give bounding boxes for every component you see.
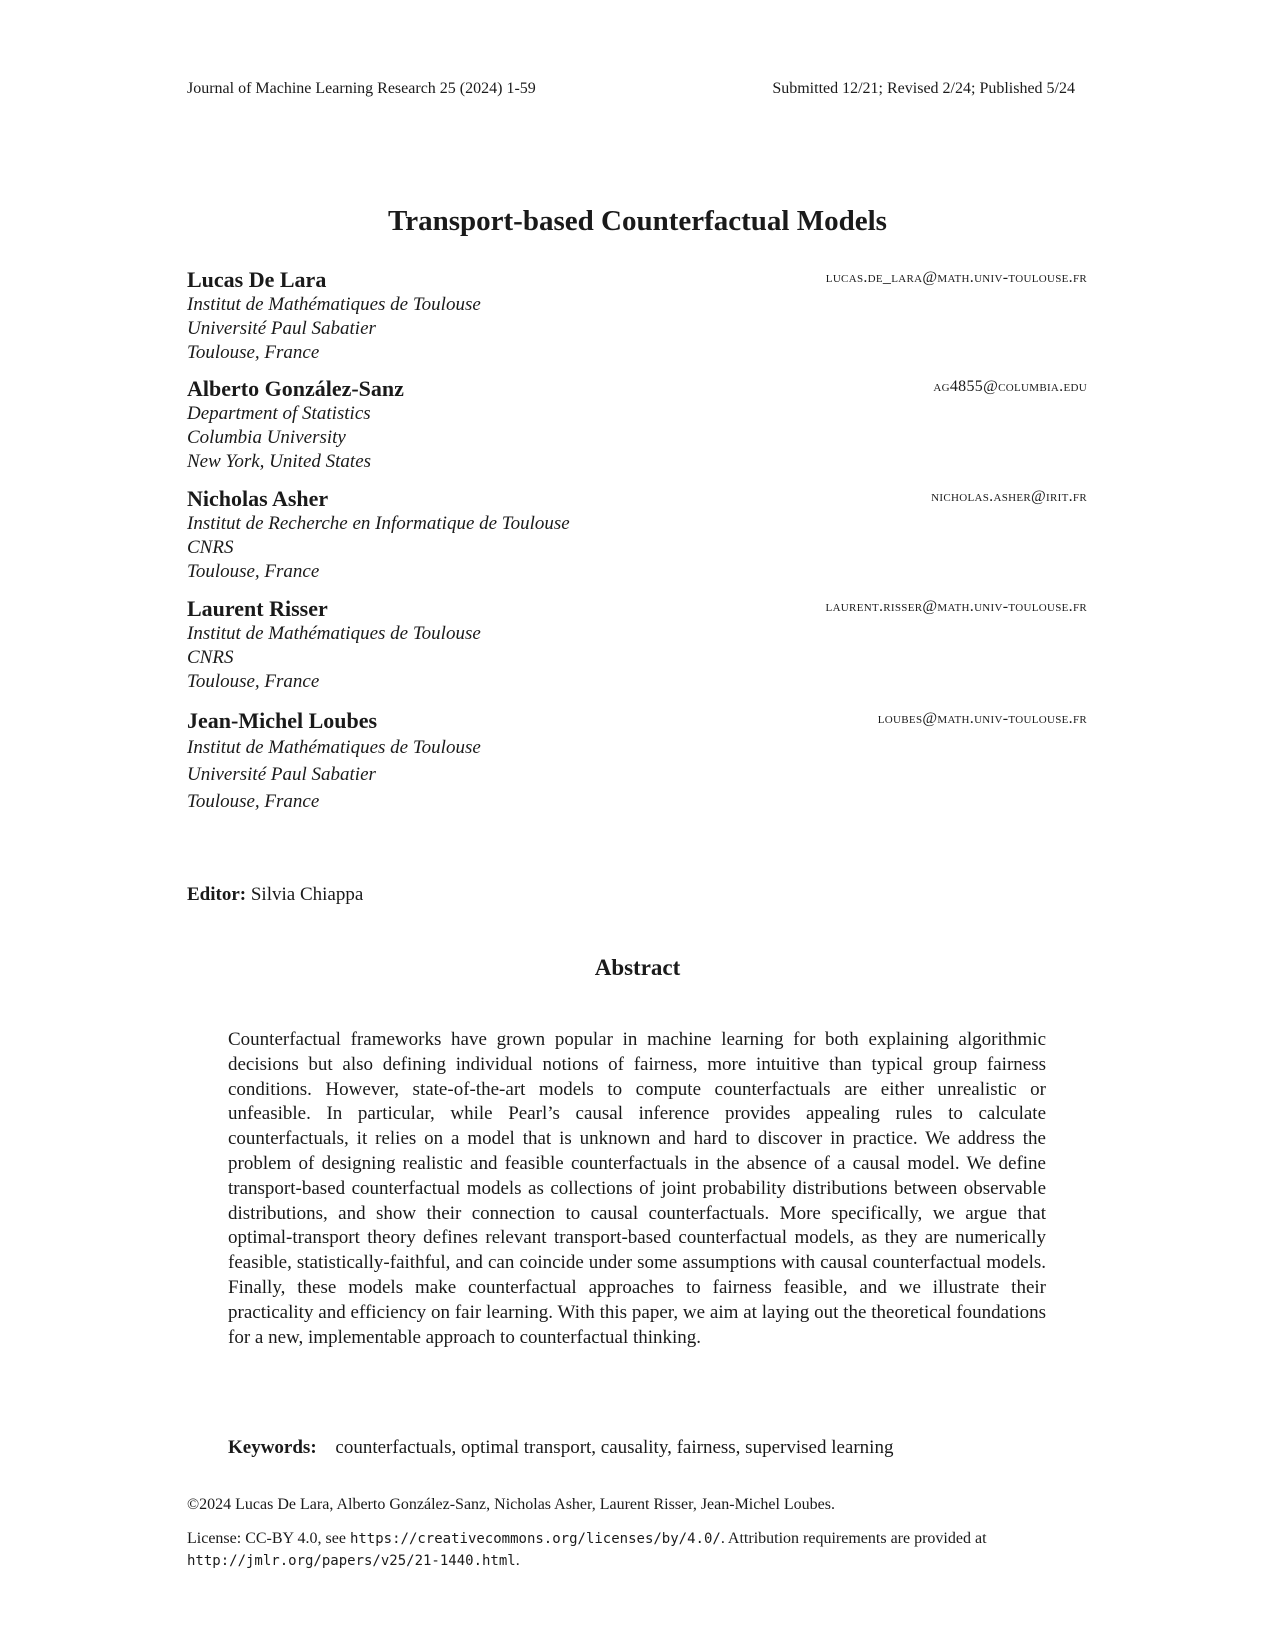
author-email[interactable]: nicholas.asher@irit.fr [931, 488, 1087, 505]
author-affiliation: Toulouse, France [187, 671, 320, 692]
author-affiliation: Institut de Mathématiques de Toulouse [187, 294, 481, 315]
author-affiliation: CNRS [187, 537, 234, 558]
author-email[interactable]: laurent.risser@math.univ-toulouse.fr [825, 598, 1087, 615]
author-block [187, 267, 1087, 365]
paper-title: Transport-based Counterfactual Models [388, 205, 887, 237]
author-affiliation: Université Paul Sabatier [187, 764, 376, 785]
author-email[interactable]: loubes@math.univ-toulouse.fr [877, 710, 1087, 727]
journal-header: Journal of Machine Learning Research 25 (2024) 1-59 [187, 80, 536, 97]
paper-link[interactable]: http://jmlr.org/papers/v25/21-1440.html [187, 1553, 516, 1569]
license-prefix: License: CC-BY 4.0, see [187, 1530, 350, 1547]
keywords-label: Keywords: [228, 1437, 317, 1458]
abstract-heading: Abstract [594, 955, 681, 980]
license-link[interactable]: https://creativecommons.org/licenses/by/4.0/ [349, 1531, 721, 1547]
author-affiliation: Toulouse, France [187, 561, 320, 582]
author-block [187, 486, 1087, 584]
author-affiliation: Université Paul Sabatier [187, 318, 376, 339]
author-affiliation: Toulouse, France [187, 791, 320, 812]
author-email[interactable]: ag4855@columbia.edu [933, 378, 1087, 395]
license-suffix: . [515, 1552, 520, 1569]
author-name: Laurent Risser [187, 596, 328, 621]
author-block [187, 596, 1087, 694]
author-affiliation: Toulouse, France [187, 342, 320, 363]
editor-label: Editor: [187, 884, 247, 905]
author-affiliation: Columbia University [187, 427, 346, 448]
abstract-text: Counterfactual frameworks have grown popular in machine learning for both explaining algorithmic decisions but also defining individual notions of fairness, more intuitive than typical group fairness conditions. However, state-of-the-art models to compute counterfactuals are either unrealistic or unfeasible. In particular, while Pearl’s causal inference provides appealing rules to calculate counterfactuals, it relies on a model that is unknown and hard to discover in practice. We address the problem of designing realistic and feasible counterfactuals in the absence of a causal model. We define transport-based counterfactual models as collections of joint probability distributions between observable distributions, and show their connection to causal counterfactuals. More specifically, we argue that optimal-transport theory defines relevant transport-based counterfactual models, as they are numerically feasible, statistically-faithful, and can coincide under some assumptions with causal counterfactual models. Finally, these models make counterfactual approaches to fairness feasible, and we illustrate their practicality and efficiency on fair learning. With this paper, we aim at laying out the theoretical foundations for a new, implementable approach to counterfactual thinking. [228, 1029, 1046, 1348]
author-name: Jean-Michel Loubes [187, 708, 378, 733]
license-notice [187, 1528, 1087, 1572]
author-affiliation: Department of Statistics [187, 403, 371, 424]
author-name: Alberto González-Sanz [187, 376, 404, 401]
author-name: Lucas De Lara [187, 267, 327, 292]
author-affiliation: New York, United States [187, 451, 372, 472]
keywords-line [228, 1437, 1068, 1459]
author-block [187, 708, 1087, 815]
author-email[interactable]: lucas.de_lara@math.univ-toulouse.fr [825, 269, 1087, 286]
author-affiliation: Institut de Recherche en Informatique de Toulouse [187, 513, 570, 534]
editor-name: Silvia Chiappa [250, 884, 364, 905]
editor-line [187, 884, 363, 906]
keywords-text: counterfactuals, optimal transport, causality, fairness, supervised learning [335, 1437, 894, 1458]
author-name: Nicholas Asher [187, 486, 329, 511]
publication-dates: Submitted 12/21; Revised 2/24; Published 5/24 [772, 80, 1075, 97]
author-affiliation: Institut de Mathématiques de Toulouse [187, 623, 481, 644]
copyright-notice: ©2024 Lucas De Lara, Alberto González-Sanz, Nicholas Asher, Laurent Risser, Jean-Michel Loubes. [187, 1496, 835, 1513]
author-block [187, 376, 1087, 474]
license-middle: . Attribution requirements are provided at [720, 1530, 987, 1547]
author-affiliation: CNRS [187, 647, 234, 668]
author-affiliation: Institut de Mathématiques de Toulouse [187, 737, 481, 758]
